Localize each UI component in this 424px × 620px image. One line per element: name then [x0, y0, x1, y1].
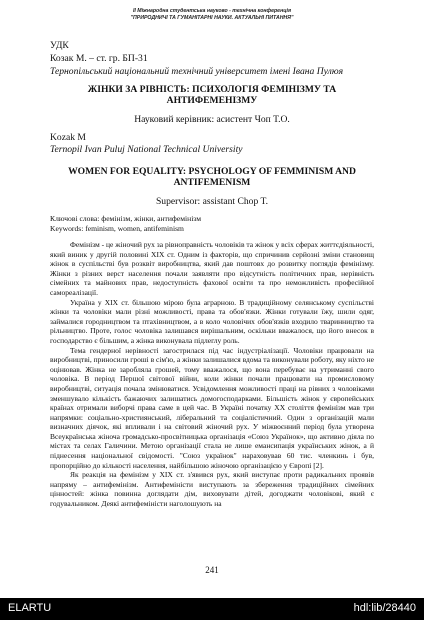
paragraph: Як реакція на фемінізм у XIX ст. з'явився рух, який виступає проти радикальних проявів напряму – антифемінізм. Антифеміністи виступають за збереження традиційних сімейних цінностей: жінка повинна доглядати дім, виховувати дітей, догоджати чоловікові, який є годувальником. Деякі антифеміністи наголошують на — [50, 470, 374, 509]
paragraph: Фемінізм - це жіночий рух за рівноправність чоловіків та жінок у всіх сферах життєдіяльності, який виник у другій половині XIX ст. Одним із факторів, що спричинив серйозні зміни становищ жінок в суспільстві був розквіт виробництва, який дав поштовх до розвитку поглядів фемінізму. Жінки з різних верст населення почали заявляти про відсутність політичних прав, нерівність сімейних та майнових прав, недоступність фахової освіти та про неможливість професійної самореалізації. — [50, 240, 374, 297]
author-ua: Козак М. – ст. гр. БП-31 — [50, 53, 148, 64]
keywords-ua: Ключові слова: фемінізм, жінки, антифемінізм — [50, 214, 202, 223]
conference-header — [0, 8, 424, 22]
udc-label: УДК — [50, 40, 69, 51]
paragraph: Тема гендерної нерівності загострилася під час індустріалізації. Чоловіки працювали на виробництві, приносили гроші в сім'ю, а жінки залишалися вдома та виконували роботу, яку ніхто не оцінював. Жінка не заробляла грошей, тому вважалося, що вона перебуває на утриманні свого чоловіка. В період Першої світової війни, коли жінки почали працювати на промисловому виробництві, ситуація почала змінюватися. Усвідомлення можливості праці на рівних з чоловіками зменшувало кількість бажаючих залишатись домогосподарками. Більшість жінок у європейських країнах отримали виборчі права саме в цей час. В Україні початку XX століття фемінізм мав три напрямки: соціально-християнський, ліберальний та соціалістичний. Один з організацій мали визначних діячок, які впливали і на світовий жіночий рух. У міжвоєнний період була утворена Всеукраїнська жіноча громадсько-просвітницька організація «Союз Українок», що активно діяла по містах та селах Галичини. Метою організації стала не лише емансипація українських жінок, а й піднесення національної свідомості. "Союз українок" нараховував 60 тис. членкинь і був, пропорційно до кількості населення, найбільшою жіночою організацією у Європі [2]. — [50, 345, 374, 470]
title-ua-line-2: АНТИФЕМЕНІЗМУ — [166, 95, 258, 106]
conference-line-2: "ПРИРОДНИЧІ ТА ГУМАНІТАРНІ НАУКИ. АКТУАЛЬНІ ПИТАННЯ" — [130, 15, 294, 21]
repository-name: ELARTU — [8, 602, 52, 614]
handle-link[interactable]: hdl:lib/28440 — [353, 602, 416, 614]
conference-line-1: II Міжнародна студентська науково - технічна конференція — [132, 8, 292, 14]
keywords-en: Keywords: feminism, women, antifeminism — [50, 224, 184, 233]
article-body — [50, 240, 374, 509]
page-number: 241 — [205, 565, 219, 575]
title-en-line-2: ANTIFEMENISM — [173, 177, 251, 188]
affiliation-en: Ternopil Ivan Puluj National Technical University — [50, 144, 243, 155]
paragraph: Україна у XIX ст. більшою мірою була аграрною. В традиційному селянському суспільстві жінки та чоловіки мали різні можливості, права та обов'язки. Жінки готували їжу, шили одяг, займалися городництвом та птахівництвом, а в коло чоловічих обов'язків входило тваринництво та рільництво. Проте, голос чоловіка залишався вирішальним, оскільки вважалося, що його внесок в господарство є більшим, а жінка виконувала підлеглу роль. — [50, 297, 374, 345]
supervisor-en: Supervisor: assistant Chop T. — [155, 196, 269, 207]
title-en-line-1: WOMEN FOR EQUALITY: PSYCHOLOGY OF FEMMINISM AND — [68, 166, 356, 177]
repository-footer-bar — [0, 598, 424, 620]
affiliation-ua: Тернопільський національний технічний університет імені Івана Пулюя — [50, 66, 344, 77]
supervisor-ua: Науковий керівник: асистент Чоп Т.О. — [134, 114, 290, 125]
title-ua-line-1: ЖІНКИ ЗА РІВНІСТЬ: ПСИХОЛОГІЯ ФЕМІНІЗМУ ТА — [87, 84, 337, 95]
author-en: Kozak M — [50, 132, 86, 143]
